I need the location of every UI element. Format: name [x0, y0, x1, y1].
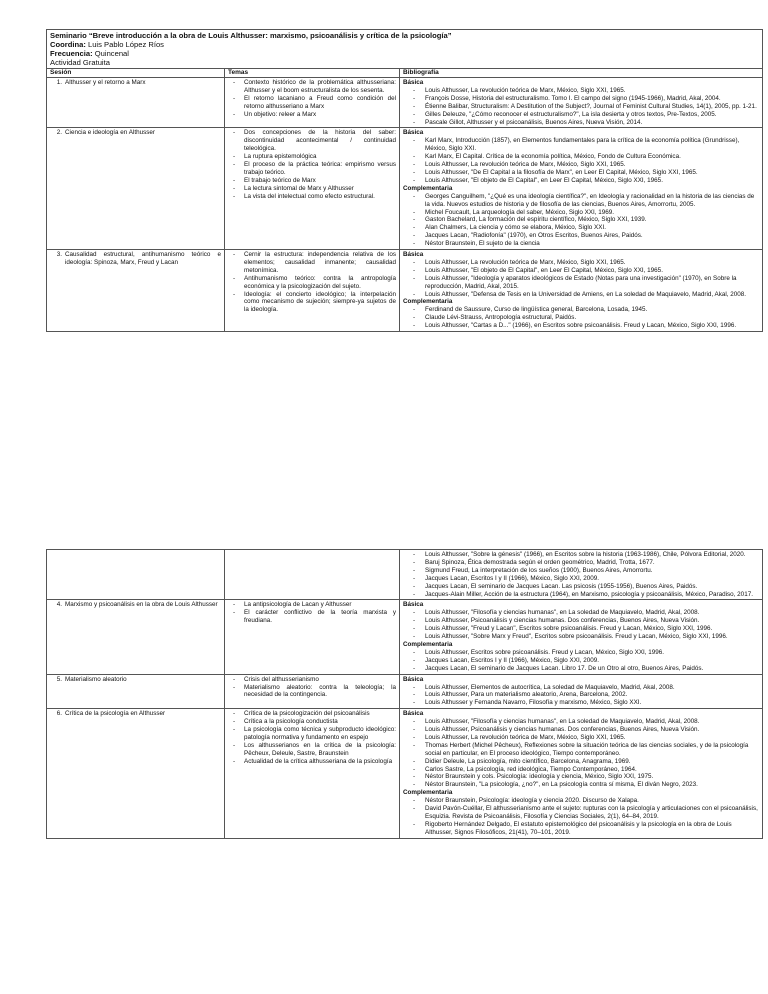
session-cell — [47, 250, 225, 332]
complementary-label: Complementaria — [403, 184, 453, 192]
column-header-row — [47, 69, 763, 78]
bib-item: - Louis Althusser, "De El Capital a la filosofía de Marx", en Leer El Capital, México, Siglo XXI, 1965. — [425, 169, 759, 177]
continuation-topics — [225, 550, 400, 600]
bib-item: - Didier Deleule, La psicología, mito científico, Barcelona, Anagrama, 1969. — [425, 758, 759, 766]
bib-item: - Karl Marx, Introducción (1857), en Elementos fundamentales para la crítica de la economía política (Grundrisse), México, Siglo XXI. — [425, 137, 759, 153]
complementary-list — [403, 306, 759, 330]
session-number: 2. — [56, 129, 62, 137]
topic-item: - Los althusserianos en la crítica de la psicología: Pêcheux, Deleule, Sastre, Braunstein — [244, 742, 396, 758]
topic-item: - Cernir la estructura: independencia relativa de los elementos; causalidad inmanente; causalidad metonímica. — [244, 251, 396, 275]
bib-item: - Louis Althusser, "Freud y Lacan", Escritos sobre psicoanálisis. Freud y Lacan, México, Siglo XXI, 1996. — [425, 625, 759, 633]
topic-item: - Actualidad de la crítica althusseriana de la psicología — [244, 758, 396, 766]
freq-label: Frecuencia: — [50, 49, 93, 58]
bibliography-cell — [400, 128, 763, 250]
program-table-page-1 — [46, 29, 762, 332]
bibliography-cell — [400, 600, 763, 674]
session-title — [50, 601, 221, 609]
topic-item: - Materialismo aleatorio: contra la teleología; la necesidad de la contingencia. — [244, 684, 396, 700]
bibliography-cell — [400, 709, 763, 839]
topics-list — [228, 251, 396, 314]
bib-item: - Jacques Lacan, El seminario de Jacques Lacan. Libro 17. De un Otro al otro, Buenos Aires, Paidós. — [425, 665, 759, 673]
seminar-table — [46, 29, 763, 332]
session-row — [47, 128, 763, 250]
bib-item: - Gaston Bachelard, La formación del espíritu científico, México, Siglo XXI, 1939. — [425, 216, 759, 224]
session-name: Ciencia e ideología en Althusser — [65, 129, 155, 137]
bib-item: - Néstor Braunstein, "La psicología, ¿no?", en La psicología contra sí misma, El diván Negro, 2023. — [425, 781, 759, 789]
session-cell — [47, 78, 225, 128]
session-cell — [47, 128, 225, 250]
basic-list — [403, 609, 759, 641]
topic-item: - Dos concepciones de la historia del saber: discontinuidad acontecimental / continuidad teleológica. — [244, 129, 396, 153]
basic-list — [403, 137, 759, 184]
session-number: 4. — [56, 601, 62, 609]
seminar-title — [50, 31, 759, 40]
bib-item: - Louis Althusser, "El objeto de El Capital", en Leer El Capital, México, Siglo XXI, 1965. — [425, 267, 759, 275]
basic-label: Básica — [403, 251, 424, 259]
bib-item: - Louis Althusser, Para un materialismo aleatorio, Arena, Barcelona, 2002. — [425, 691, 759, 699]
bib-item: - Michel Foucault, La arqueología del saber, México, Siglo XXI, 1969. — [425, 209, 759, 217]
session-title — [50, 129, 221, 137]
complementary-list — [403, 797, 759, 837]
topics-list — [228, 676, 396, 700]
basic-label: Básica — [403, 675, 424, 683]
bib-item: - Ferdinand de Saussure, Curso de lingüística general, Barcelona, Losada, 1945. — [425, 306, 759, 314]
bib-item: - Louis Althusser, Psicoanálisis y ciencias humanas. Dos conferencias, Buenos Aires, Nueva Visión. — [425, 617, 759, 625]
topic-item: - Crisis del althusserianismo — [244, 676, 396, 684]
coordinator — [50, 40, 759, 49]
bib-item: - Claude Lévi-Strauss, Antropología estructural, Paidós. — [425, 314, 759, 322]
bib-item: - Louis Althusser y Fernanda Navarro, Filosofía y marxismo, México, Siglo XXI. — [425, 699, 759, 707]
bib-item: - Jacques Lacan, El seminario de Jacques Lacan. Las psicosis (1955-1956), Buenos Aires, Paidós. — [425, 583, 759, 591]
bibliography-cell — [400, 250, 763, 332]
bib-item: - David Pavón-Cuéllar, El althusserianismo ante el sujeto: rupturas con la psicología y articulaciones con el psicoanálisis, Esquizia. Revista de Psicoanálisis, Filosofía y Ciencias Sociales, 2(1), 64–84, 2019. — [425, 805, 759, 821]
coord-label: Coordina: — [50, 40, 86, 49]
basic-list — [403, 259, 759, 299]
col-session: Sesión — [47, 69, 225, 78]
topics-list — [228, 129, 396, 200]
bib-item: - Louis Althusser, La revolución teórica de Marx, México, Siglo XXI, 1965. — [425, 734, 759, 742]
title-label: Seminario — [50, 31, 87, 40]
session-row — [47, 600, 763, 674]
topics-cell — [225, 709, 400, 839]
seminar-header-row — [47, 30, 763, 69]
bib-item: - Louis Althusser, La revolución teórica de Marx, México, Siglo XXI, 1965. — [425, 161, 759, 169]
topics-cell — [225, 78, 400, 128]
complementary-list — [403, 193, 759, 248]
bib-item: - Georges Canguilhem, "¿Qué es una ideología científica?", en Ideología y racionalidad en la historia de las ciencias de la vida. Nuevos estudios de historia y de filosofía de las ciencias, Buenos Aires, Amorrortu, 2005. — [425, 193, 759, 209]
bib-item: - Carlos Sastre, La psicología, red ideológica, Tiempo Contemporáneo, 1964. — [425, 766, 759, 774]
topic-item: - La lectura sintomal de Marx y Althusser — [244, 185, 396, 193]
bib-item: - Louis Althusser, "Sobre Marx y Freud", Escritos sobre psicoanálisis. Freud y Lacan, México, Siglo XXI, 1996. — [425, 633, 759, 641]
session-title — [50, 710, 221, 718]
topics-cell — [225, 600, 400, 674]
basic-label: Básica — [403, 129, 424, 137]
bib-item: - Thomas Herbert (Michel Pêcheux), Reflexiones sobre la situación teórica de las ciencias sociales, y de la psicología social en particular, en El proceso ideológico, Tiempo contemporáneo. — [425, 742, 759, 758]
topic-item: - Crítica de la psicologización del psicoanálisis — [244, 710, 396, 718]
complementary-label: Complementaria — [403, 789, 453, 797]
topic-item: - Contexto histórico de la problemática althusseriana: Althusser y el boom estructuralista de los sesenta. — [244, 79, 396, 95]
bib-item: - Louis Althusser, Escritos sobre psicoanálisis. Freud y Lacan, México, Siglo XXI, 1996. — [425, 649, 759, 657]
topic-item: - La antipsicología de Lacan y Althusser — [244, 601, 396, 609]
session-number: 1. — [56, 79, 62, 86]
continuation-bibliography — [400, 550, 763, 600]
complementary-label: Complementaria — [403, 298, 453, 306]
bib-item: - Néstor Braunstein, Psicología: ideología y ciencia 2020. Discurso de Xalapa. — [425, 797, 759, 805]
bib-item: - Néstor Braunstein y cols. Psicología: ideología y ciencia, México, Siglo XXI, 1975. — [425, 773, 759, 781]
topic-item: - El trabajo teórico de Marx — [244, 177, 396, 185]
topic-item: - El retorno lacaniano a Freud como condición del retorno althusseriano a Marx — [244, 95, 396, 111]
topics-cell — [225, 128, 400, 250]
bib-item: - Louis Althusser, "Ideología y aparatos ideológicos de Estado (Notas para una investigación" (1970), en Sobre la reproducción, Madrid, Akal, 2015. — [425, 275, 759, 291]
bib-item: - Louis Althusser, "Filosofía y ciencias humanas", en La soledad de Maquiavelo, Madrid, Akal, 2008. — [425, 609, 759, 617]
col-topics: Temas — [225, 69, 400, 78]
topic-item: - El proceso de la práctica teórica: empirismo versus trabajo teórico. — [244, 161, 396, 177]
bib-item: - Néstor Braunstein, El sujeto de la ciencia — [425, 240, 759, 248]
program-table-page-2 — [46, 549, 762, 839]
bib-item: - Louis Althusser, "Filosofía y ciencias humanas", en La soledad de Maquiavelo, Madrid, Akal, 2008. — [425, 718, 759, 726]
bib-item: - Jacques Lacan, Escritos I y II (1966), México, Siglo XXI, 2009. — [425, 657, 759, 665]
title-text: “Breve introducción a la obra de Louis Althusser: marxismo, psicoanálisis y crítica de la psicología” — [88, 31, 452, 40]
topic-item: - La vista del intelectual como efecto estructural. — [244, 193, 396, 201]
bib-item: - Jacques-Alain Miller, Acción de la estructura (1964), en Marxismo, psicología y psicoanálisis, México, Paradiso, 2017. — [425, 591, 759, 599]
continuation-session — [47, 550, 225, 600]
topics-list — [228, 710, 396, 765]
basic-label: Básica — [403, 601, 424, 609]
activity-note: Actividad Gratuita — [50, 58, 110, 67]
bib-item: - Jacques Lacan, Escritos I y II (1966), México, Siglo XXI, 2009. — [425, 575, 759, 583]
topics-list — [228, 601, 396, 625]
session-number: 3. — [56, 251, 62, 259]
coord-value: Luis Pablo López Ríos — [87, 40, 164, 49]
basic-list — [403, 684, 759, 708]
session-title — [50, 676, 221, 684]
basic-list — [403, 87, 759, 127]
session-name: Marxismo y psicoanálisis en la obra de Louis Althusser — [65, 601, 218, 609]
session-name: Materialismo aleatorio — [65, 675, 127, 683]
seminar-header — [47, 30, 763, 69]
sessions-body — [47, 78, 763, 332]
bib-item: - Louis Althusser, La revolución teórica de Marx, México, Siglo XXI, 1965. — [425, 87, 759, 95]
bib-item: - Louis Althusser, "El objeto de El Capital", en Leer El Capital, México, Siglo XXI, 1965. — [425, 177, 759, 185]
continuation-list — [403, 551, 759, 598]
session-number: 6. — [56, 710, 62, 718]
bib-item: - Gilles Deleuze, "¿Cómo reconocer el estructuralismo?", La isla desierta y otros textos, Pre-Textos, 2005. — [425, 111, 759, 119]
session-row — [47, 250, 763, 332]
sessions-body-continued — [47, 600, 763, 838]
topics-cell — [225, 674, 400, 709]
frequency — [50, 49, 759, 58]
session-cell — [47, 600, 225, 674]
topic-item: - Un objetivo: releer a Marx — [244, 111, 396, 119]
bib-item: - Louis Althusser, La revolución teórica de Marx, México, Siglo XXI, 1965. — [425, 259, 759, 267]
complementary-list — [403, 649, 759, 673]
bib-item: - Sigmund Freud, La interpretación de los sueños (1900), Buenos Aires, Amorrortu. — [425, 567, 759, 575]
bib-item: - Rigoberto Hernández Delgado, El estatuto epistemológico del psicoanálisis y la psicología en la obra de Louis Althusser, Signos Filosóficos, 21(41), 70–101, 2019. — [425, 821, 759, 837]
topic-item: - Ideología: el concierto ideológico; la interpelación como mecanismo de sujeción; siempre-ya sujetos de la ideología. — [244, 291, 396, 315]
session-row — [47, 78, 763, 128]
bib-item: - François Dosse, Historia del estructuralismo. Tomo I. El campo del signo (1945-1966), Madrid, Akal, 2004. — [425, 95, 759, 103]
topic-item: - Crítica a la psicología conductista — [244, 718, 396, 726]
topic-item: - El carácter conflictivo de la teoría marxista y freudiana. — [244, 609, 396, 625]
bib-item: - Jacques Lacan, "Radiofonía" (1970), en Otros Escritos, Buenos Aires, Paidós. — [425, 232, 759, 240]
bibliography-cell — [400, 674, 763, 709]
seminar-table-continued — [46, 549, 763, 839]
topic-item: - Antihumanismo teórico: contra la antropología económica y la psicologización del sujeto. — [244, 275, 396, 291]
session-cell — [47, 674, 225, 709]
continuation-row — [47, 550, 763, 600]
session-row — [47, 674, 763, 709]
basic-list — [403, 718, 759, 789]
bibliography-cell — [400, 78, 763, 128]
basic-label: Básica — [403, 79, 424, 86]
basic-label: Básica — [403, 710, 424, 718]
session-name: Althusser y el retorno a Marx — [65, 79, 146, 86]
session-number: 5. — [56, 675, 62, 683]
freq-value: Quincenal — [94, 49, 129, 58]
session-name: Crítica de la psicología en Althusser — [65, 710, 166, 718]
topics-cell — [225, 250, 400, 332]
session-title — [50, 79, 221, 87]
bib-item: - Baruj Spinoza, Ética demostrada según el orden geométrico, Madrid, Trotta, 1677. — [425, 559, 759, 567]
col-bibliography: Bibliografía — [400, 69, 763, 78]
session-title — [50, 251, 221, 267]
session-row — [47, 709, 763, 839]
bib-item: - Louis Althusser, "Defensa de Tesis en la Universidad de Amiens, en La soledad de Maquiavelo, Madrid, Akal, 2008. — [425, 291, 759, 299]
bib-item: - Louis Althusser, "Sobre la génesis" (1966), en Escritos sobre la historia (1963-1986), Chile, Pólvora Editorial, 2020. — [425, 551, 759, 559]
bib-item: - Étienne Balibar, Structuralism: A Destitution of the Subject?, Journal of Feminist Cultural Studies, 14(1), 2005, pp. 1-21. — [425, 103, 759, 111]
session-name: Causalidad estructural, antihumanismo teórico e ideología: Spinoza, Marx, Freud y Lacan — [65, 251, 221, 266]
bib-item: - Louis Althusser, "Cartas a D..." (1966), en Escritos sobre psicoanálisis. Freud y Lacan, México, Siglo XXI, 1996. — [425, 322, 759, 330]
session-cell — [47, 709, 225, 839]
complementary-label: Complementaria — [403, 640, 453, 648]
bib-item: - Karl Marx, El Capital. Crítica de la economía política, México, Fondo de Cultura Económica. — [425, 153, 759, 161]
bib-item: - Pascale Gillot, Althusser y el psicoanálisis, Buenos Aires, Nueva Visión, 2014. — [425, 119, 759, 127]
bib-item: - Alan Chalmers, La ciencia y cómo se elabora, México, Siglo XXI. — [425, 224, 759, 232]
topic-item: - La psicología como técnica y subproducto ideológico: patología normativa y fundamento en espejo — [244, 726, 396, 742]
bib-item: - Louis Althusser, Elementos de autocrítica, La soledad de Maquiavelo, Madrid, Akal, 2008. — [425, 684, 759, 692]
bib-item: - Louis Althusser, Psicoanálisis y ciencias humanas. Dos conferencias, Buenos Aires, Nueva Visión. — [425, 726, 759, 734]
topic-item: - La ruptura epistemológica — [244, 153, 396, 161]
topics-list — [228, 79, 396, 119]
